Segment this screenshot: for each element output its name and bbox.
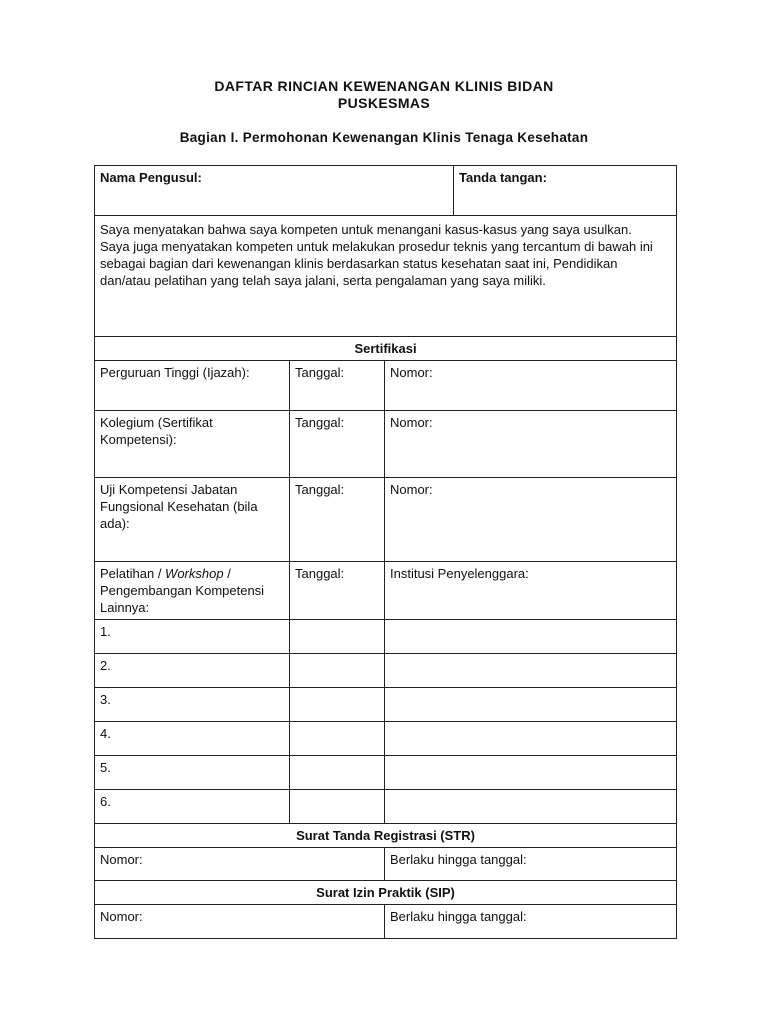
cert-number-field[interactable]: Nomor:: [385, 478, 677, 562]
training-entry-organizer[interactable]: [385, 620, 677, 654]
str-heading-row: [95, 824, 677, 848]
statement-cell: [95, 216, 677, 337]
training-entry-date[interactable]: [290, 790, 385, 824]
document-subtitle: PUSKESMAS: [337, 95, 431, 111]
training-entry-organizer[interactable]: [385, 688, 677, 722]
cert-label: Perguruan Tinggi (Ijazah):: [95, 361, 290, 411]
sip-heading: Surat Izin Praktik (SIP): [95, 881, 677, 905]
training-entry-date[interactable]: [290, 756, 385, 790]
cert-label: Uji Kompetensi Jabatan Fungsional Kesehatan (bila ada):: [95, 478, 290, 562]
section-title: Bagian I. Permohonan Kewenangan Klinis Tenaga Kesehatan: [179, 130, 589, 145]
applicant-name-field[interactable]: [95, 166, 454, 216]
training-entry-number[interactable]: 2.: [95, 654, 290, 688]
sip-valid-until-field[interactable]: Berlaku hingga tanggal:: [385, 905, 677, 939]
statement-line-1: Saya menyatakan bahwa saya kompeten untuk menangani kasus-kasus yang saya usulkan.: [100, 222, 632, 237]
training-label-italic: Workshop: [165, 566, 224, 581]
application-form: [94, 165, 677, 939]
cert-date-field[interactable]: Tanggal:: [290, 361, 385, 411]
training-organizer-field[interactable]: Institusi Penyelenggara:: [385, 562, 677, 620]
cert-row: [95, 478, 677, 562]
cert-number-field[interactable]: Nomor:: [385, 411, 677, 478]
training-entry-row: [95, 654, 677, 688]
cert-row: [95, 361, 677, 411]
certification-heading-row: [95, 337, 677, 361]
cert-number-field[interactable]: Nomor:: [385, 361, 677, 411]
training-entry-date[interactable]: [290, 654, 385, 688]
training-row: [95, 562, 677, 620]
training-label-post: / Pengembangan Kompetensi Lainnya:: [100, 566, 265, 615]
training-label: [95, 562, 290, 620]
signature-label: Tanda tangan:: [459, 170, 547, 185]
training-entry-number[interactable]: 3.: [95, 688, 290, 722]
training-entry-row: [95, 722, 677, 756]
str-row: [95, 848, 677, 881]
training-entry-organizer[interactable]: [385, 756, 677, 790]
str-heading: Surat Tanda Registrasi (STR): [95, 824, 677, 848]
str-valid-until-field[interactable]: Berlaku hingga tanggal:: [385, 848, 677, 881]
sip-number-field[interactable]: Nomor:: [95, 905, 385, 939]
training-label-pre: Pelatihan /: [100, 566, 166, 581]
statement-line-2: Saya juga menyatakan kompeten untuk melakukan prosedur teknis yang tercantum di bawah ini sebagai bagian dari kewenangan klinis berdasarkan status kesehatan saat ini, Pendidikan dan/atau pelatihan yang telah saya jalani, serta pengalaman yang saya miliki.: [100, 239, 653, 288]
sip-row: [95, 905, 677, 939]
training-entry-date[interactable]: [290, 688, 385, 722]
training-entry-number[interactable]: 6.: [95, 790, 290, 824]
sip-heading-row: [95, 881, 677, 905]
cert-row: [95, 411, 677, 478]
training-entry-organizer[interactable]: [385, 654, 677, 688]
training-entry-row: [95, 688, 677, 722]
training-entry-number[interactable]: 5.: [95, 756, 290, 790]
training-entry-number[interactable]: 1.: [95, 620, 290, 654]
training-entry-row: [95, 620, 677, 654]
training-entry-organizer[interactable]: [385, 790, 677, 824]
training-entry-date[interactable]: [290, 722, 385, 756]
training-entry-row: [95, 756, 677, 790]
training-date-field[interactable]: Tanggal:: [290, 562, 385, 620]
cert-label: Kolegium (Sertifikat Kompetensi):: [95, 411, 290, 478]
training-entry-number[interactable]: 4.: [95, 722, 290, 756]
signature-field[interactable]: [454, 166, 677, 216]
cert-date-field[interactable]: Tanggal:: [290, 411, 385, 478]
training-entry-organizer[interactable]: [385, 722, 677, 756]
statement-row: [95, 216, 677, 337]
applicant-row: [95, 166, 677, 216]
training-entry-date[interactable]: [290, 620, 385, 654]
document-title: DAFTAR RINCIAN KEWENANGAN KLINIS BIDAN: [214, 78, 554, 94]
certification-heading: Sertifikasi: [95, 337, 677, 361]
str-number-field[interactable]: Nomor:: [95, 848, 385, 881]
training-entry-row: [95, 790, 677, 824]
applicant-name-label: Nama Pengusul:: [100, 170, 202, 185]
cert-date-field[interactable]: Tanggal:: [290, 478, 385, 562]
